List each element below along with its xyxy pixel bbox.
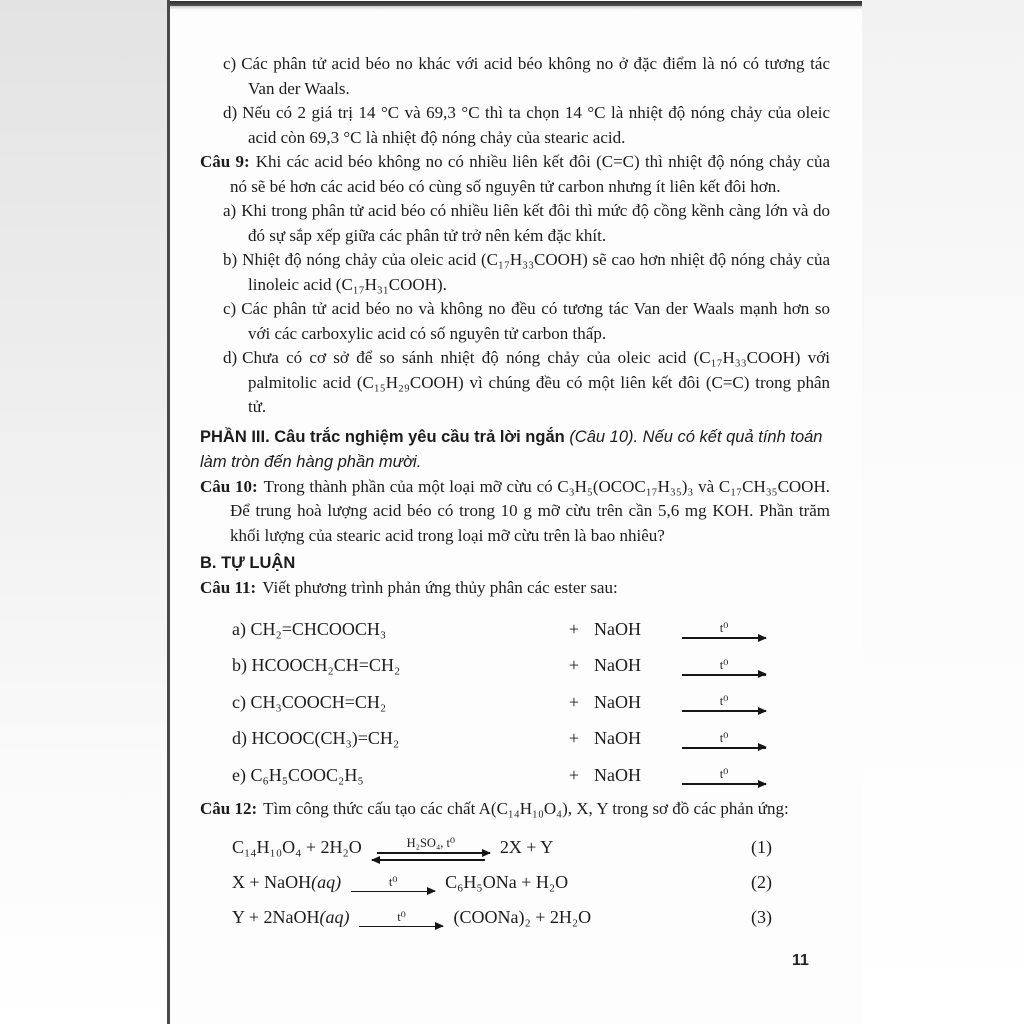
arrow-condition: t⁰ xyxy=(719,767,729,782)
reagent: NaOH xyxy=(594,655,641,675)
reaction-lhs: C₁₄H₁₀O₄ + 2H₂O xyxy=(232,836,362,857)
reaction-arrow xyxy=(682,695,766,712)
ester-formula: c) CH₃COOCH=CH₂ xyxy=(232,691,387,712)
reaction-arrow xyxy=(359,911,443,928)
question-10-label: Câu 10: xyxy=(200,476,258,496)
ester-formula: b) HCOOCH₂CH=CH₂ xyxy=(232,655,401,675)
reaction-lhs: X + NaOH xyxy=(232,871,312,892)
scan-right-margin xyxy=(862,0,1024,1024)
reaction-arrow xyxy=(682,732,766,749)
reaction-rhs: (COONa)₂ + 2H₂O xyxy=(453,906,592,927)
reaction-arrow xyxy=(351,876,435,893)
q9-option-b xyxy=(200,248,830,297)
question-12-label: Câu 12: xyxy=(200,799,258,818)
part3-subtitle: (Câu 10). Nếu có kết quả tính toán làm tròn đến hàng phần mười. xyxy=(200,427,823,471)
arrow-condition: t⁰ xyxy=(388,874,398,889)
plus-sign: + xyxy=(568,691,580,712)
reaction-2 xyxy=(200,865,830,900)
arrow-line-icon xyxy=(682,710,766,712)
reaction-arrow xyxy=(682,622,766,639)
document-page xyxy=(167,0,862,1024)
reaction-1 xyxy=(200,830,830,865)
option-text: Các phân tử acid béo no và không no đều có tương tác Van der Waals mạnh hơn so với các carboxylic acid có số nguyên tử carbon thấp. xyxy=(241,299,830,343)
statement-text: Nếu có 2 giá trị 14 °C và 69,3 °C thì ta chọn 14 °C là nhiệt độ nóng chảy của oleic acid còn 69,3 °C là nhiệt độ nóng chảy của stearic acid. xyxy=(242,103,830,147)
question-10-text: Trong thành phần của một loại mỡ cừu có C₃H₅(OCOC₁₇H₃₅)₃ và C₁₇CH₃₅COOH. Để trung hoà lượng acid béo có trong 10 g mỡ cừu trên cần 5,6 mg KOH. Phần trăm khối lượng của stearic acid trong loại mỡ cừu trên là bao nhiêu? xyxy=(230,476,830,545)
q9-option-a xyxy=(200,199,830,248)
arrow-line-icon xyxy=(682,747,766,749)
section-b-heading xyxy=(200,551,830,576)
scan-left-margin xyxy=(0,0,167,1024)
option-label: d) xyxy=(223,348,238,367)
reaction-lhs: Y + 2NaOH xyxy=(232,906,320,927)
part3-heading xyxy=(200,425,830,475)
arrow-condition: t⁰ xyxy=(719,657,729,672)
reaction-number: (2) xyxy=(751,871,772,892)
option-text: Chưa có cơ sở để so sánh nhiệt độ nóng chảy của oleic acid (C₁₇H₃₃COOH) với palmitolic acid (C₁₅H₂₉COOH) vì chúng đều có một liên kết đôi (C=C) trong phân tử. xyxy=(242,348,830,416)
question-11-text: Viết phương trình phản ứng thủy phân các ester sau: xyxy=(262,578,618,597)
arrow-line-icon xyxy=(359,926,443,928)
ester-equation-b xyxy=(200,647,830,684)
ester-formula: d) HCOOC(CH₃)=CH₂ xyxy=(232,728,400,748)
question-11 xyxy=(200,576,830,601)
q12-reactions xyxy=(200,830,830,935)
question-11-label: Câu 11: xyxy=(200,578,257,597)
equilibrium-lines-icon xyxy=(372,852,490,861)
statement-c xyxy=(200,52,830,101)
option-text: Nhiệt độ nóng chảy của oleic acid (C₁₇H₃₃COOH) sẽ cao hơn nhiệt độ nóng chảy của linoleic acid (C₁₇H₃₁COOH). xyxy=(242,250,830,294)
arrow-line-icon xyxy=(682,637,766,639)
q9-option-c xyxy=(200,297,830,346)
q9-option-d xyxy=(200,346,830,420)
arrow-line-icon xyxy=(682,783,766,785)
reagent: NaOH xyxy=(594,618,641,639)
ester-equation-c xyxy=(200,684,830,721)
ester-formula: a) CH₂=CHCOOCH₃ xyxy=(232,618,387,639)
arrow-condition: t⁰ xyxy=(397,909,406,924)
plus-sign: + xyxy=(568,618,580,639)
question-12 xyxy=(200,797,830,822)
question-9 xyxy=(200,150,830,199)
statement-text: Các phân tử acid béo no khác với acid béo không no ở đặc điểm là nó có tương tác Van der Waals. xyxy=(241,54,830,98)
plus-sign: + xyxy=(568,728,580,748)
page-number: 11 xyxy=(792,952,809,969)
plus-sign: + xyxy=(568,764,580,785)
arrow-condition: H₂SO₄, t⁰ xyxy=(406,836,456,850)
ester-equation-d xyxy=(200,720,830,757)
question-10 xyxy=(200,475,830,549)
reaction-3 xyxy=(200,900,830,935)
plus-sign: + xyxy=(568,655,580,675)
option-label: a) xyxy=(223,201,237,220)
reaction-state: (aq) xyxy=(311,871,342,892)
reaction-number: (3) xyxy=(751,906,772,927)
reaction-state: (aq) xyxy=(319,906,350,927)
reaction-rhs: C₆H₅ONa + H₂O xyxy=(445,871,569,892)
arrow-condition: t⁰ xyxy=(719,621,729,636)
ester-equation-e xyxy=(200,757,830,794)
question-12-text: Tìm công thức cấu tạo các chất A(C₁₄H₁₀O₄), X, Y trong sơ đồ các phản ứng: xyxy=(263,799,789,818)
equilibrium-arrow xyxy=(372,837,490,861)
reagent: NaOH xyxy=(594,764,641,785)
reaction-rhs: 2X + Y xyxy=(499,836,554,857)
question-9-text: Khi các acid béo không no có nhiều liên kết đôi (C=C) thì nhiệt độ nóng chảy của nó sẽ bé hơn các acid béo có cùng số nguyên tử carbon nhưng ít liên kết đôi hơn. xyxy=(230,152,830,196)
statement-label: c) xyxy=(223,54,237,73)
section-b-title: B. TỰ LUẬN xyxy=(200,554,296,572)
reagent: NaOH xyxy=(594,691,641,712)
ester-formula: e) C₆H₅COOC₂H₅ xyxy=(232,764,364,785)
statement-label: d) xyxy=(223,103,238,122)
arrow-condition: t⁰ xyxy=(719,730,729,745)
arrow-line-icon xyxy=(682,674,766,676)
option-label: b) xyxy=(223,250,238,269)
reaction-number: (1) xyxy=(751,836,772,857)
reaction-arrow xyxy=(682,768,766,785)
page-content xyxy=(170,0,862,1024)
ester-equation-a xyxy=(200,611,830,648)
question-9-label: Câu 9: xyxy=(200,152,250,171)
part3-title: PHẦN III. Câu trắc nghiệm yêu cầu trả lời ngắn xyxy=(200,427,570,446)
reaction-arrow xyxy=(682,659,766,676)
option-text: Khi trong phân tử acid béo có nhiều liên kết đôi thì mức độ cồng kềnh càng lớn và do đó sự sắp xếp giữa các phân tử trở nên kém đặc khít. xyxy=(241,201,830,245)
statement-d xyxy=(200,101,830,150)
reagent: NaOH xyxy=(594,728,641,748)
arrow-condition: t⁰ xyxy=(719,694,729,709)
q11-equations xyxy=(200,611,830,794)
arrow-line-icon xyxy=(351,891,435,893)
option-label: c) xyxy=(223,299,237,318)
